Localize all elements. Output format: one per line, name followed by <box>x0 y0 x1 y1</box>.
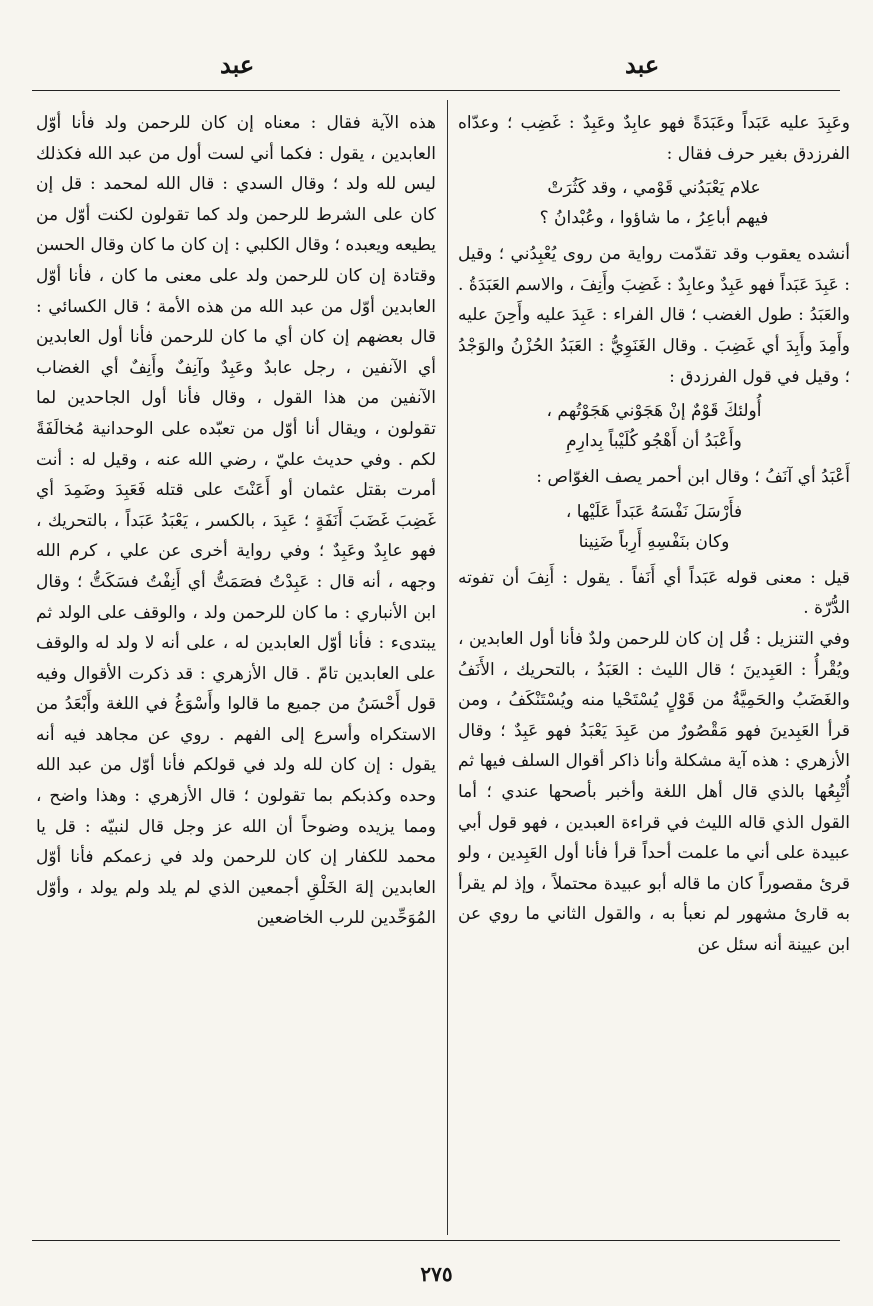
verse-line: أُولئكَ قَوْمٌ إنْ هَجَوْني هَجَوْتُهم ، <box>546 401 762 422</box>
paragraph: وعَبِدَ عليه عَبَداً وعَبَدَةً فهو عابِدٌ وعَبِدٌ : غَضِب ؛ وعدّاه الفرزدق بغير حرف فقال : <box>458 113 850 164</box>
page-number: ٢٧٥ <box>420 1262 453 1286</box>
paragraph: هذه الآية فقال : معناه إن كان للرحمن ولد فأنا أوّل العابدين ، يقول : فكما أني لست أول من عبد الله فكذلك ليس لله ولد ؛ وقال السدي : قال الله لمحمد : قل إن كان على الشرط للرحمن ولد كما تقولون لكنت أوّل من يطيعه ويعبده ؛ وقال الكلبي : إن كان ما كان وقال الحسن وقتادة إن كان للرحمن ولد على معنى ما كان ، فأنا أوّل العابدين أوّل من عبد الله من هذه الأمة ؛ قال الكسائي : قال بعضهم إن كان أي ما كان للرحمن فأنا أول العابدين أي الآنفين ، رجل عابدٌ وعَبِدٌ وآنِفٌ وأَنِفٌ أي الغضاب الآنفين من هذا القول ، وقال فأنا أول الجاحدين لما تقولون ، ويقال أنا أوّل من تعبّده على الوحدانية مُخالَفَةً لكم . وفي حديث عليّ ، رضي الله عنه ، وقيل له : أنت أمرت بقتل عثمان أو أَعَنْتَ على قتله فَعَبِدَ وضَمِدَ أي غَضِبَ غَضَبَ أَنَفَةٍ ؛ عَبِدَ ، بالكسر ، يَعْبَدُ عَبَداً ، بالتحريك ، فهو عابِدٌ وعَبِدٌ ؛ وفي رواية أخرى عن علي ، كرم الله وجهه ، أنه قال : عَبِدْتُ فصَمَتُّ أي أَنِفْتُ فسَكَتُّ ؛ وقال ابن الأنباري : ما كان للرحمن ولد ، والوقف على الولد ثم يبتدىء : فأنا أوّل العابدين له ، على أنه لا ولد له والوقف على العابدين تامّ . قال الأزهري : قد ذكرت الأقوال وفيه قول أَحْسَنُ من جميع ما قالوا وأَسْوَغُ في اللغة وأَبْعَدُ من الاستكراه وأسرع إلى الفهم . روي عن مجاهد فيه أنه يقول : إن كان لله ولد في قولكم فأنا أوّل من عبد الله وحده وكذبكم بما تقولون ؛ قال الأزهري : وهذا واضح ، ومما يزيده وضوحاً أن الله عز وجل قال لنبيّه : قل يا محمد للكفار إن كان للرحمن ولد في زعمكم فأنا أوّل العابدين إلهَ الخَلْقِ أجمعين الذي لم يلد ولم يولد ، وأوّل المُوَحِّدين للرب الخاضعين <box>36 113 436 929</box>
verse-line: وكان بنَفْسِهِ أَرِباً ضَنِينا <box>578 531 730 552</box>
verse-line: وأَعْبَدُ أن أَهْجُو كُلَيْباً بِدارِمِ <box>566 431 742 452</box>
poem-verse <box>458 173 850 233</box>
paragraph: قيل : معنى قوله عَبَداً أي أَنَفاً . يقول : أَنِفَ أن تفوته الدُّرّة . <box>458 567 850 619</box>
running-header-right: عبد <box>625 50 660 79</box>
paragraph: أنشده يعقوب وقد تقدّمت رواية من روى يُعْبِدُني ؛ وقيل : عَبِدَ عَبَداً فهو عَبِدٌ وعابِدٌ : غَضِبَ وأَنِفَ ، والاسم العَبَدَةُ . والعَبَدُ : طول الغضب ؛ قال الفراء : عَبِدَ عليه وأَحِنَ عليه وأَمِدَ وأَبِدَ أي غَضِبَ . وقال الغَنَوِيُّ : العَبَدُ الحُزْنُ والوَجْدُ ؛ وقيل في قول الفرزدق : <box>458 244 850 387</box>
poem-verse <box>458 396 850 456</box>
verse-line: علام يَعْبَدُني قَوْمي ، وقد كَثُرَتْ <box>547 178 761 199</box>
verse-line: فيهم أباعِرُ ، ما شاؤوا ، وعُبْدانُ ؟ <box>539 208 769 229</box>
footer-rule <box>32 1240 840 1241</box>
verse-line: فأَرْسَلَ نَفْسَهُ عَبَداً عَلَيْها ، <box>565 501 743 522</box>
paragraph: أَعْبَدُ أي آنَفُ ؛ وقال ابن أحمر يصف الغوّاص : <box>536 467 850 488</box>
running-header-left: عبد <box>220 50 255 79</box>
column-divider <box>447 100 448 1235</box>
header-rule <box>32 90 840 91</box>
poem-verse <box>458 497 850 557</box>
paragraph: وفي التنزيل : قُل إن كان للرحمن ولدٌ فأنا أول العابدين ، ويُقْرأُ : العَبِدينَ ؛ قال الليث : العَبَدُ ، بالتحريك ، الأَنَفُ والغَضَبُ والحَمِيَّةُ من قَوْلٍ يُسْتَحْيا منه ويُسْتَنْكَفُ ، ومن قرأ العَبِدينَ فهو مَقْصُورٌ من عَبِدَ يَعْبَدُ فهو عَبِدٌ ؛ وقال الأزهري : هذه آية مشكلة وأنا ذاكر أقوال السلف فيها ثم أُتْبِعُها بالذي قال أهل اللغة وأخبر بأصحها عندي ؛ أما القول الذي قاله الليث في قراءة العبدين ، فهو قول أبي عبيدة على أني ما علمت أحداً قرأ فأنا أول العَبِدين ، ولو قرئ مقصوراً كان ما قاله أبو عبيدة محتملاً ، وإذ لم يقرأ به قارئ مشهور لم نعبأ به ، والقول الثاني ما روي عن ابن عيينة أنه سئل عن <box>458 628 850 955</box>
right-column <box>458 108 850 1233</box>
left-column <box>36 108 436 1233</box>
